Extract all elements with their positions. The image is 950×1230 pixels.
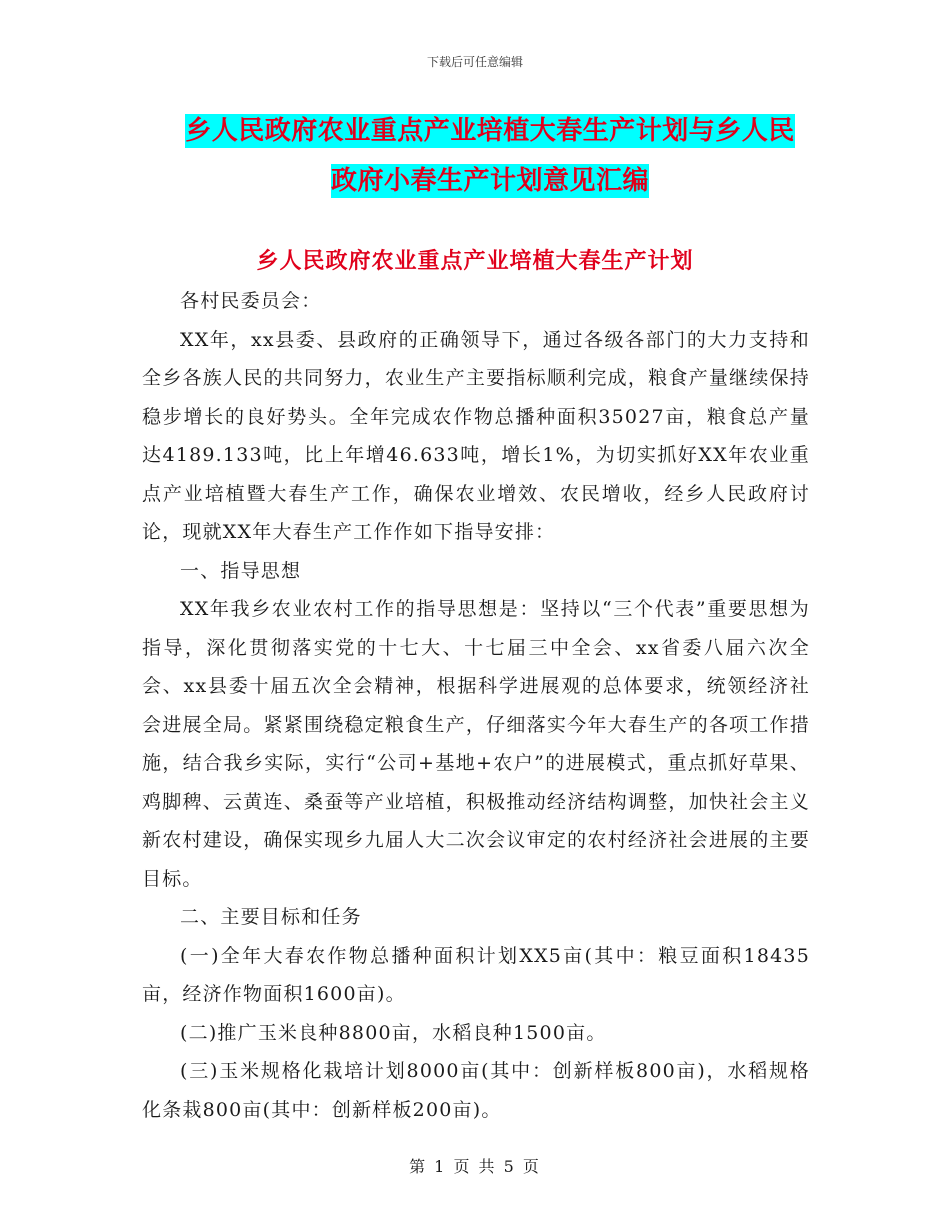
body-paragraph: (一)全年大春农作物总播种面积计划XX5亩(其中：粮豆面积18435亩，经济作物面积1600亩)。 (142, 944, 810, 1005)
body-paragraph: XX年，xx县委、县政府的正确领导下，通过各级各部门的大力支持和全乡各族人民的共同努力，农业生产主要指标顺利完成，粮食产量继续保持稳步增长的良好势头。全年完成农作物总播种面积35027亩，粮食总产量达4189.133吨，比上年增46.633吨，增长1%，为切实抓好XX年农业重点产业培植暨大春生产工作，确保农业增效、农民增收，经乡人民政府讨论，现就XX年大春生产工作作如下指导安排： (142, 328, 810, 543)
header-note: 下载后可任意编辑 (426, 55, 523, 69)
section-heading: 一、指导思想 (180, 559, 302, 582)
document-body (142, 282, 810, 1129)
body-paragraph: (二)推广玉米良种8800亩，水稻良种1500亩。 (180, 1021, 607, 1044)
body-paragraph: (三)玉米规格化栽培计划8000亩(其中：创新样板800亩)，水稻规格化条栽800亩(其中：创新样板200亩)。 (142, 1060, 810, 1121)
body-paragraph: XX年我乡农业农村工作的指导思想是：坚持以“三个代表”重要思想为指导，深化贯彻落实党的十七大、十七届三中全会、xx省委八届六次全会、xx县委十届五次全会精神，根据科学进展观的总体要求，统领经济社会进展全局。紧紧围绕稳定粮食生产，仔细落实今年大春生产的各项工作措施，结合我乡实际，实行“公司+基地+农户”的进展模式，重点抓好草果、鸡脚稗、云黄连、桑蚕等产业培植，积极推动经济结构调整，加快社会主义新农村建设，确保实现乡九届人大二次会议审定的农村经济社会进展的主要目标。 (142, 598, 810, 890)
document-title (140, 106, 840, 206)
title-line-2: 政府小春生产计划意见汇编 (330, 166, 649, 196)
page-number: 第 1 页 共 5 页 (409, 1157, 541, 1176)
section-heading: 二、主要目标和任务 (180, 906, 362, 928)
title-line-1: 乡人民政府农业重点产业培植大春生产计划与乡人民 (185, 116, 795, 146)
section-title: 乡人民政府农业重点产业培植大春生产计划 (256, 249, 694, 274)
salutation: 各村民委员会： (180, 290, 322, 312)
